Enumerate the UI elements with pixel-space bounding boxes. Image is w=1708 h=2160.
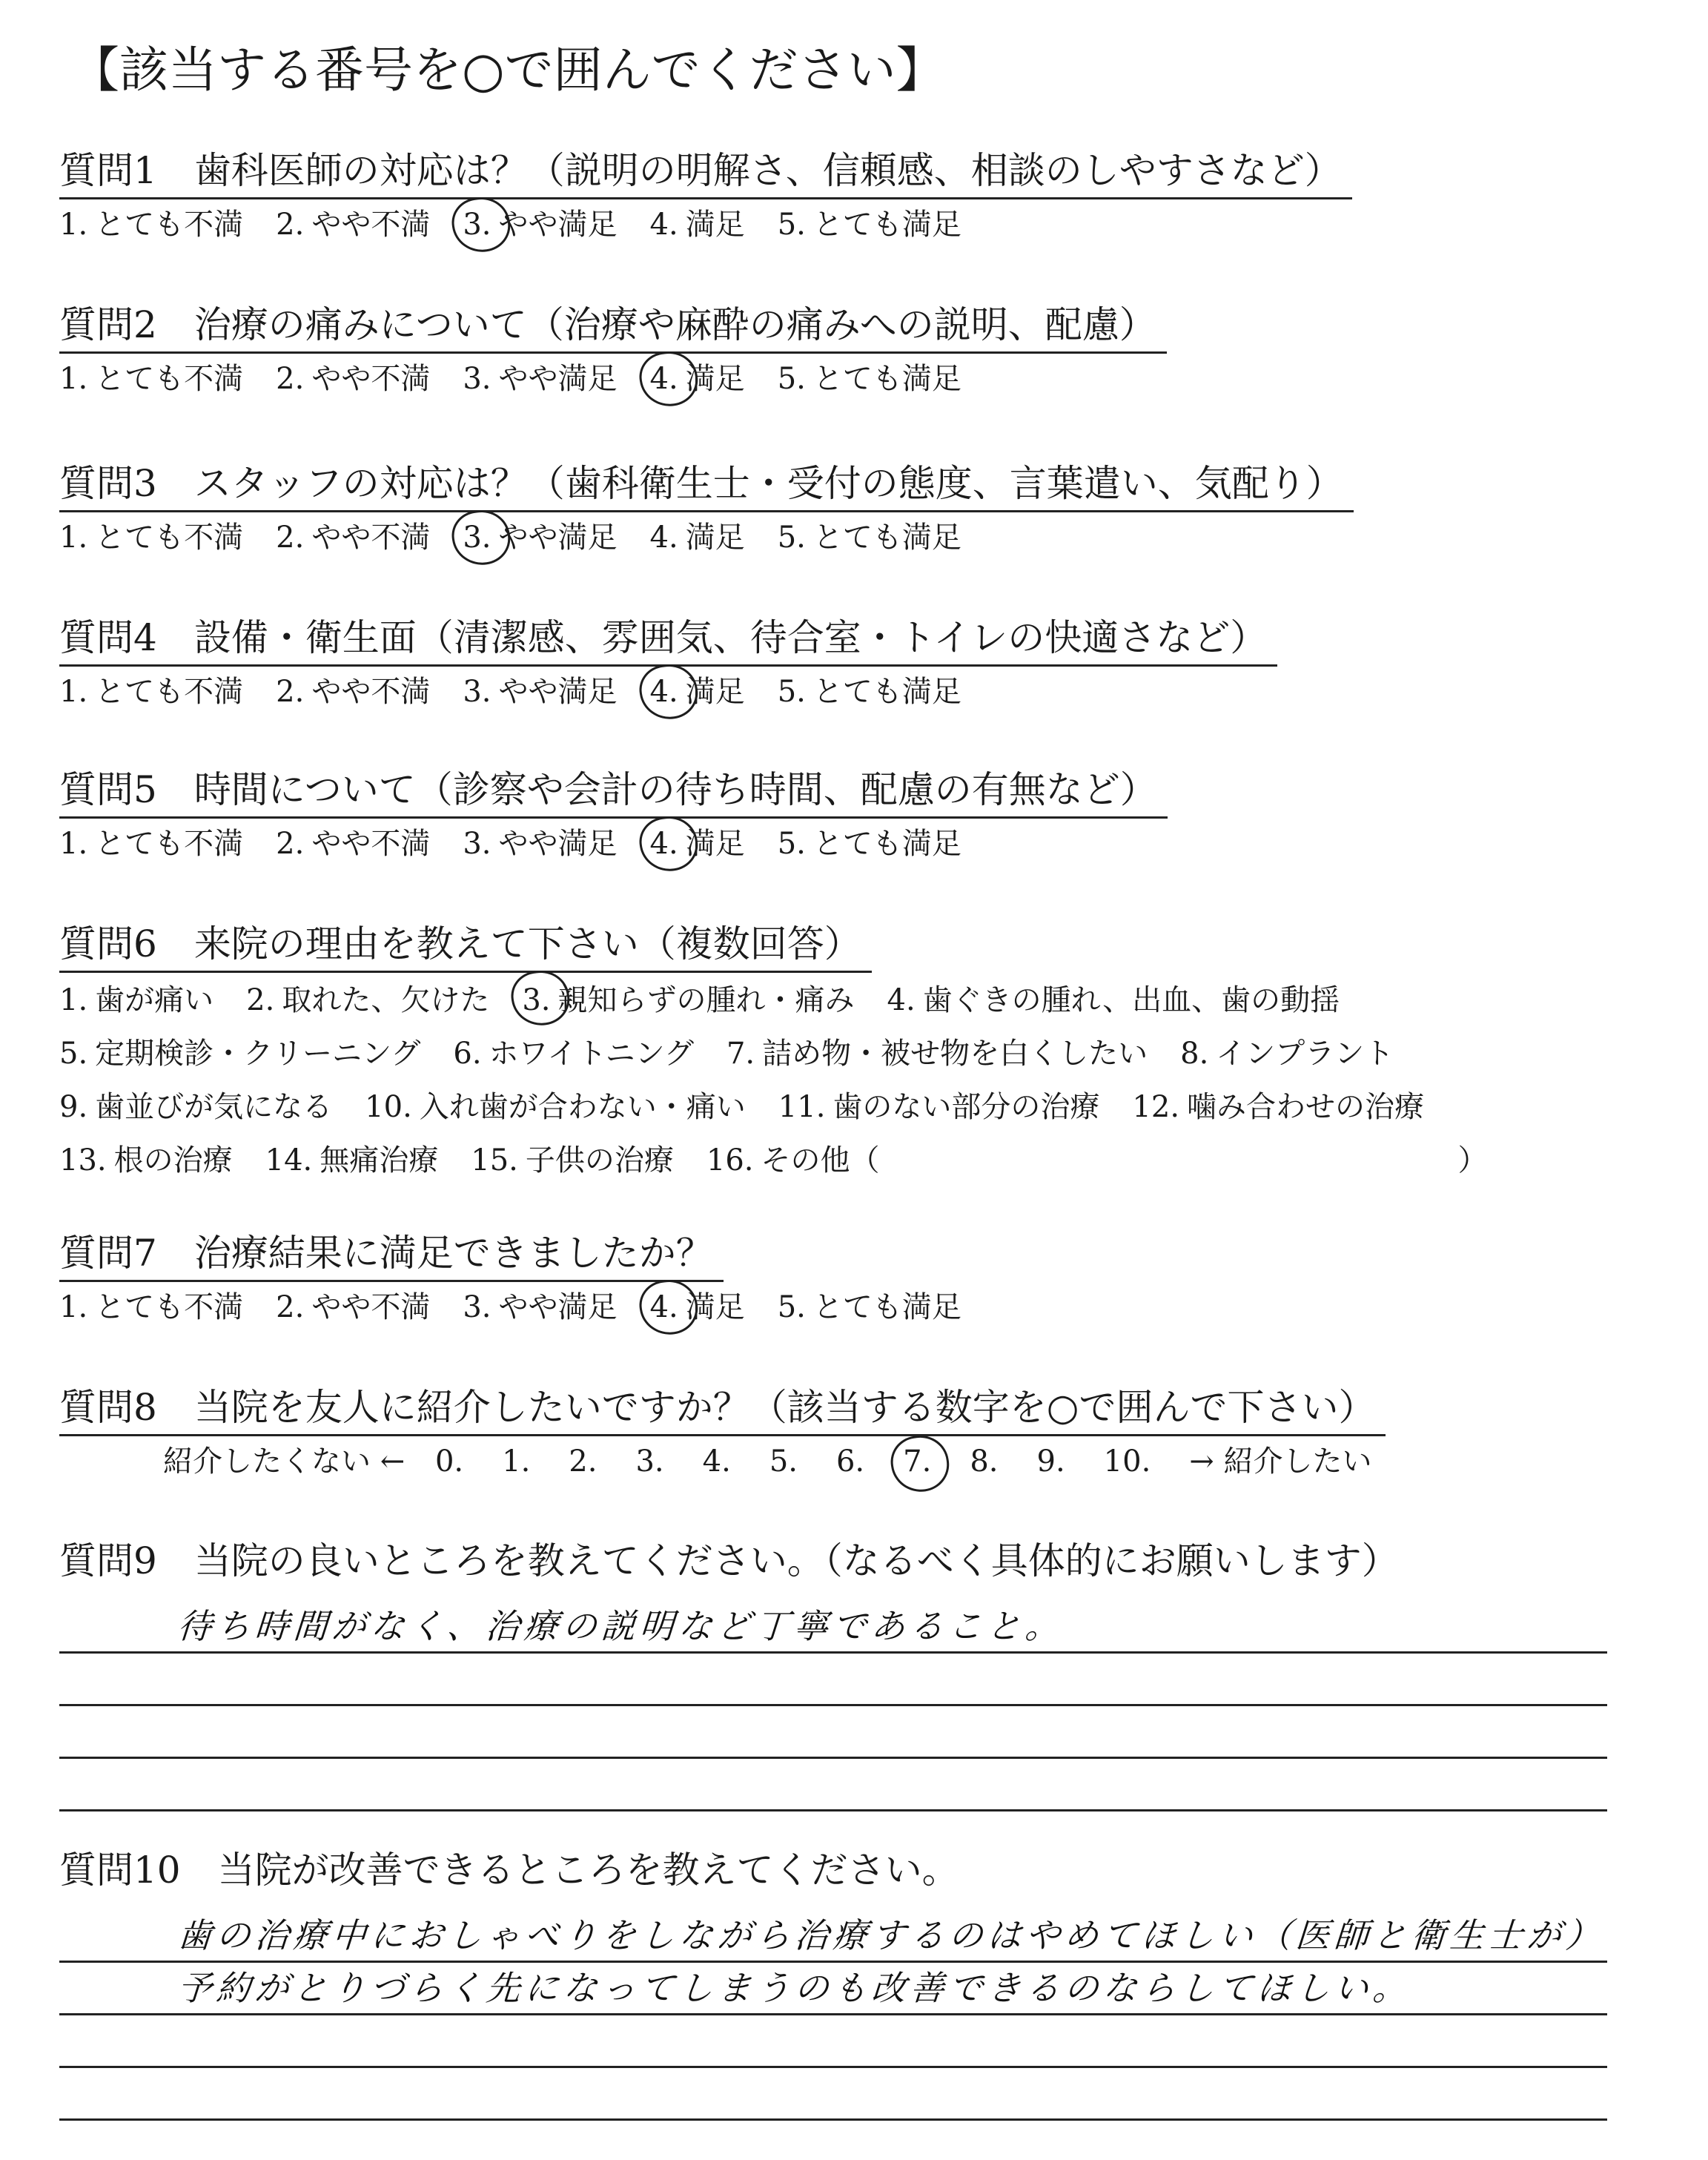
question-heading <box>59 454 1690 513</box>
reason-option[interactable] <box>59 974 214 1027</box>
options-row <box>59 1283 1690 1332</box>
reason-row <box>59 1027 1690 1080</box>
option-label: やや不満 <box>311 1290 431 1324</box>
question-heading <box>59 1531 1690 1591</box>
option-number: 9. <box>59 1090 88 1124</box>
answer-lines <box>59 1910 1607 2121</box>
question-7 <box>59 1223 1690 1332</box>
option-number: 4. <box>650 667 678 716</box>
option-3[interactable] <box>463 513 617 562</box>
option-label: 詰め物・被せ物を白くしたい <box>762 1037 1148 1071</box>
option-3[interactable] <box>463 667 617 716</box>
reason-option[interactable] <box>59 1080 332 1134</box>
question-heading <box>59 760 1690 819</box>
question-heading <box>59 141 1690 200</box>
reason-option[interactable] <box>1132 1080 1424 1134</box>
other-close-paren: ） <box>1457 1143 1488 1178</box>
option-number: 14. <box>265 1143 313 1178</box>
reason-row <box>59 1134 1690 1187</box>
scale-point-3[interactable]: 3. <box>635 1444 664 1479</box>
option-number: 4. <box>650 1283 678 1332</box>
options-row <box>59 200 1690 249</box>
option-label: インプラント <box>1216 1037 1394 1071</box>
option-number: 5. <box>777 827 806 861</box>
option-number: 4. <box>650 819 678 868</box>
question-text: 当院の良いところを教えてください。（なるべく具体的にお願いします） <box>193 1539 1399 1582</box>
question-text-wrap <box>59 611 1277 667</box>
option-number: 5. <box>777 675 806 709</box>
reason-option[interactable] <box>522 974 854 1027</box>
reason-option[interactable] <box>778 1080 1100 1134</box>
option-label: とても満足 <box>812 675 961 709</box>
question-text: 治療結果に満足できましたか？ <box>193 1232 713 1275</box>
reason-row <box>59 974 1690 1027</box>
answer-line[interactable] <box>59 1963 1607 2015</box>
question-number: 質問8 <box>59 1386 157 1429</box>
answer-line[interactable] <box>59 1654 1607 1706</box>
question-text-wrap <box>59 917 872 973</box>
option-label: 満足 <box>685 521 745 555</box>
question-text-wrap <box>59 298 1167 354</box>
scale-point-8[interactable]: 8. <box>970 1444 999 1479</box>
option-label: 噛み合わせの治療 <box>1187 1090 1425 1124</box>
option-number: 2. <box>246 983 275 1017</box>
question-heading <box>59 1223 1690 1283</box>
option-number: 5. <box>777 1290 806 1324</box>
scale-point-7[interactable]: 7. <box>903 1437 931 1486</box>
option-4[interactable] <box>650 667 745 716</box>
question-text: 治療の痛みについて（治療や麻酔の痛みへの説明、配慮） <box>193 303 1156 346</box>
reason-option[interactable] <box>726 1027 1148 1080</box>
question-2 <box>59 295 1690 403</box>
option-label: 定期検診・クリーニング <box>95 1037 421 1071</box>
option-2[interactable] <box>276 354 430 403</box>
option-label: とても満足 <box>812 1290 961 1324</box>
option-1[interactable] <box>59 200 243 249</box>
option-label: やや不満 <box>311 208 431 242</box>
option-number: 5. <box>777 208 806 242</box>
question-text: 時間について（診察や会計の待ち時間、配慮の有無など） <box>193 768 1157 811</box>
option-label: 歯並びが気になる <box>95 1090 333 1124</box>
answer-line[interactable] <box>59 1601 1607 1654</box>
question-text: 来院の理由を教えて下さい（複数回答） <box>193 922 861 965</box>
option-number: 3. <box>463 827 491 861</box>
answer-line[interactable] <box>59 1759 1607 1811</box>
option-label: やや満足 <box>498 1290 618 1324</box>
option-number: 2. <box>276 521 305 555</box>
option-number: 2. <box>276 362 305 396</box>
option-1[interactable] <box>59 819 243 868</box>
option-number: 2. <box>276 675 305 709</box>
question-10 <box>59 1840 1690 2121</box>
options-row <box>59 819 1690 868</box>
scale-point-6[interactable]: 6. <box>835 1444 865 1479</box>
option-label: 満足 <box>685 827 745 861</box>
answer-line[interactable] <box>59 2015 1607 2068</box>
option-5[interactable] <box>778 200 961 249</box>
question-number: 質問2 <box>59 303 157 346</box>
scale-point-0[interactable]: 0. <box>434 1444 464 1479</box>
question-heading <box>59 1378 1690 1437</box>
question-1 <box>59 141 1690 249</box>
answer-line[interactable] <box>59 1910 1607 1963</box>
option-label: やや満足 <box>498 208 618 242</box>
question-text-wrap <box>59 763 1168 819</box>
option-label: 満足 <box>685 208 745 242</box>
question-number: 質問10 <box>59 1849 181 1892</box>
question-heading <box>59 608 1690 667</box>
option-5[interactable] <box>778 513 961 562</box>
option-3[interactable] <box>463 1283 617 1332</box>
question-text-wrap <box>59 457 1354 512</box>
answer-lines <box>59 1601 1607 1811</box>
option-label: やや不満 <box>311 675 431 709</box>
scale-point-1[interactable]: 1. <box>502 1444 531 1479</box>
option-number: 4. <box>649 208 678 242</box>
option-4[interactable] <box>650 1283 745 1332</box>
reason-options <box>59 974 1690 1187</box>
reason-option[interactable] <box>1180 1027 1394 1080</box>
question-number: 質問1 <box>59 149 157 192</box>
option-label: とても不満 <box>95 675 244 709</box>
option-label: 根の治療 <box>113 1143 233 1178</box>
scale-point-2[interactable]: 2. <box>569 1444 598 1479</box>
option-1[interactable] <box>59 1283 243 1332</box>
question-text: 当院が改善できるところを教えてください。 <box>217 1849 959 1892</box>
option-number: 4. <box>650 354 678 403</box>
option-number: 12. <box>1132 1090 1180 1124</box>
option-number: 16. <box>706 1143 754 1178</box>
options-row <box>59 513 1690 562</box>
handwritten-answer: 予約がとりづらく先になってしまうのも改善できるのならしてほしい。 <box>176 1968 1413 2008</box>
option-4[interactable] <box>650 200 745 249</box>
option-number: 3. <box>522 974 550 1027</box>
option-label: やや不満 <box>311 521 431 555</box>
option-4[interactable] <box>650 513 745 562</box>
option-label: 満足 <box>685 362 745 396</box>
option-number: 1. <box>59 675 88 709</box>
option-number: 1. <box>59 208 88 242</box>
option-label: やや満足 <box>498 362 618 396</box>
option-label: とても満足 <box>812 208 961 242</box>
option-3[interactable] <box>463 819 617 868</box>
question-heading <box>59 914 1690 974</box>
reason-option[interactable] <box>246 974 489 1027</box>
question-text: 歯科医師の対応は？（説明の明解さ、信頼感、相談のしやすさなど） <box>193 149 1342 192</box>
scale-high-label: → 紹介したい <box>1189 1444 1372 1479</box>
option-1[interactable] <box>59 354 243 403</box>
recommend-scale <box>59 1437 1690 1486</box>
option-3[interactable] <box>463 354 617 403</box>
option-number: 8. <box>1180 1037 1209 1071</box>
option-label: とても不満 <box>95 521 244 555</box>
question-text: スタッフの対応は？（歯科衛生士・受付の態度、言葉遣い、気配り） <box>193 462 1343 505</box>
question-text-wrap <box>59 1381 1386 1436</box>
option-4[interactable] <box>650 354 745 403</box>
option-label: とても不満 <box>95 208 244 242</box>
option-number: 3. <box>463 1290 491 1324</box>
scale-point-4[interactable]: 4. <box>702 1444 731 1479</box>
question-number: 質問5 <box>59 768 157 811</box>
option-number: 4. <box>887 983 916 1017</box>
option-number: 6. <box>453 1037 482 1071</box>
option-label: やや満足 <box>498 827 618 861</box>
option-number: 2. <box>276 208 305 242</box>
option-label: やや満足 <box>498 675 618 709</box>
option-number: 5. <box>777 362 806 396</box>
reason-row <box>59 1080 1690 1134</box>
option-label: 無痛治療 <box>320 1143 439 1178</box>
option-number: 5. <box>777 521 806 555</box>
option-3[interactable] <box>463 200 617 249</box>
question-number: 質問3 <box>59 462 157 505</box>
option-2[interactable] <box>276 819 430 868</box>
answer-line[interactable] <box>59 2068 1607 2121</box>
page-title: 【該当する番号を○で囲んでください】 <box>70 42 945 99</box>
option-label: やや不満 <box>311 827 431 861</box>
option-5[interactable] <box>778 354 961 403</box>
option-label: 子供の治療 <box>525 1143 674 1178</box>
option-label: とても満足 <box>812 827 961 861</box>
answer-line[interactable] <box>59 1706 1607 1759</box>
question-8 <box>59 1378 1690 1486</box>
scale-point-10[interactable]: 10. <box>1103 1444 1151 1479</box>
option-2[interactable] <box>276 667 430 716</box>
reason-option[interactable] <box>471 1134 674 1187</box>
reason-option[interactable] <box>365 1080 746 1134</box>
option-label: とても満足 <box>812 521 961 555</box>
reason-option[interactable] <box>59 1134 233 1187</box>
option-label: とても不満 <box>95 362 244 396</box>
option-label: やや不満 <box>311 362 431 396</box>
question-6 <box>59 914 1690 1187</box>
option-5[interactable] <box>778 819 961 868</box>
option-label: やや満足 <box>498 521 618 555</box>
option-5[interactable] <box>778 667 961 716</box>
reason-option[interactable] <box>265 1134 439 1187</box>
option-label: 入れ歯が合わない・痛い <box>419 1090 746 1124</box>
question-text-wrap <box>59 144 1352 199</box>
option-label: 親知らずの腫れ・痛み <box>557 983 855 1017</box>
question-text: 当院を友人に紹介したいですか？（該当する数字を○で囲んで下さい） <box>193 1386 1376 1429</box>
reason-option[interactable] <box>887 974 1340 1027</box>
question-number: 質問9 <box>59 1539 157 1582</box>
options-row <box>59 667 1690 716</box>
question-text-wrap <box>59 1226 724 1282</box>
option-1[interactable] <box>59 513 243 562</box>
option-number: 13. <box>59 1143 107 1178</box>
option-number: 1. <box>59 983 88 1017</box>
option-2[interactable] <box>276 513 430 562</box>
option-2[interactable] <box>276 1283 430 1332</box>
option-label: とても不満 <box>95 1290 244 1324</box>
question-3 <box>59 454 1690 562</box>
question-text: 設備・衛生面（清潔感、雰囲気、待合室・トイレの快適さなど） <box>193 616 1268 659</box>
scale-point-5[interactable]: 5. <box>769 1444 798 1479</box>
option-label: ホワイトニング <box>489 1037 694 1071</box>
question-heading <box>59 1840 1690 1900</box>
option-label: とても満足 <box>812 362 961 396</box>
option-number: 15. <box>471 1143 518 1178</box>
scale-low-label: 紹介したくない ← <box>163 1444 406 1479</box>
option-5[interactable] <box>778 1283 961 1332</box>
question-number: 質問6 <box>59 922 157 965</box>
reason-option[interactable] <box>453 1027 694 1080</box>
options-row <box>59 354 1690 403</box>
option-2[interactable] <box>276 200 430 249</box>
option-number: 11. <box>778 1090 826 1124</box>
question-4 <box>59 608 1690 716</box>
option-number: 3. <box>463 513 491 562</box>
option-number: 3. <box>463 675 491 709</box>
reason-option[interactable] <box>59 1027 420 1080</box>
option-number: 1. <box>59 521 88 555</box>
option-1[interactable] <box>59 667 243 716</box>
option-label: 取れた、欠けた <box>282 983 490 1017</box>
handwritten-answer: 歯の治療中におしゃべりをしながら治療するのはやめてほしい（医師と衛生士が） <box>176 1915 1606 1955</box>
scale-point-9[interactable]: 9. <box>1036 1444 1065 1479</box>
option-number: 1. <box>59 362 88 396</box>
option-number: 7. <box>726 1037 755 1071</box>
option-label: とても不満 <box>95 827 244 861</box>
option-label: 歯が痛い <box>95 983 214 1017</box>
reason-option[interactable] <box>706 1134 1488 1187</box>
option-number: 10. <box>365 1090 412 1124</box>
option-label: 歯のない部分の治療 <box>833 1090 1100 1124</box>
option-number: 3. <box>463 362 491 396</box>
question-number: 質問4 <box>59 616 157 659</box>
option-number: 2. <box>276 1290 305 1324</box>
question-number: 質問7 <box>59 1232 157 1275</box>
option-label: その他（ <box>761 1143 880 1178</box>
handwritten-answer: 待ち時間がなく、治療の説明など丁寧であること。 <box>176 1606 1065 1646</box>
option-label: 満足 <box>685 675 745 709</box>
option-number: 2. <box>276 827 305 861</box>
option-number: 1. <box>59 827 88 861</box>
question-heading <box>59 295 1690 354</box>
option-number: 4. <box>649 521 678 555</box>
question-9 <box>59 1531 1690 1811</box>
option-number: 1. <box>59 1290 88 1324</box>
option-number: 3. <box>463 200 491 249</box>
option-4[interactable] <box>650 819 745 868</box>
option-number: 5. <box>59 1037 88 1071</box>
option-label: 歯ぐきの腫れ、出血、歯の動揺 <box>922 983 1340 1017</box>
option-label: 満足 <box>685 1290 745 1324</box>
question-5 <box>59 760 1690 868</box>
